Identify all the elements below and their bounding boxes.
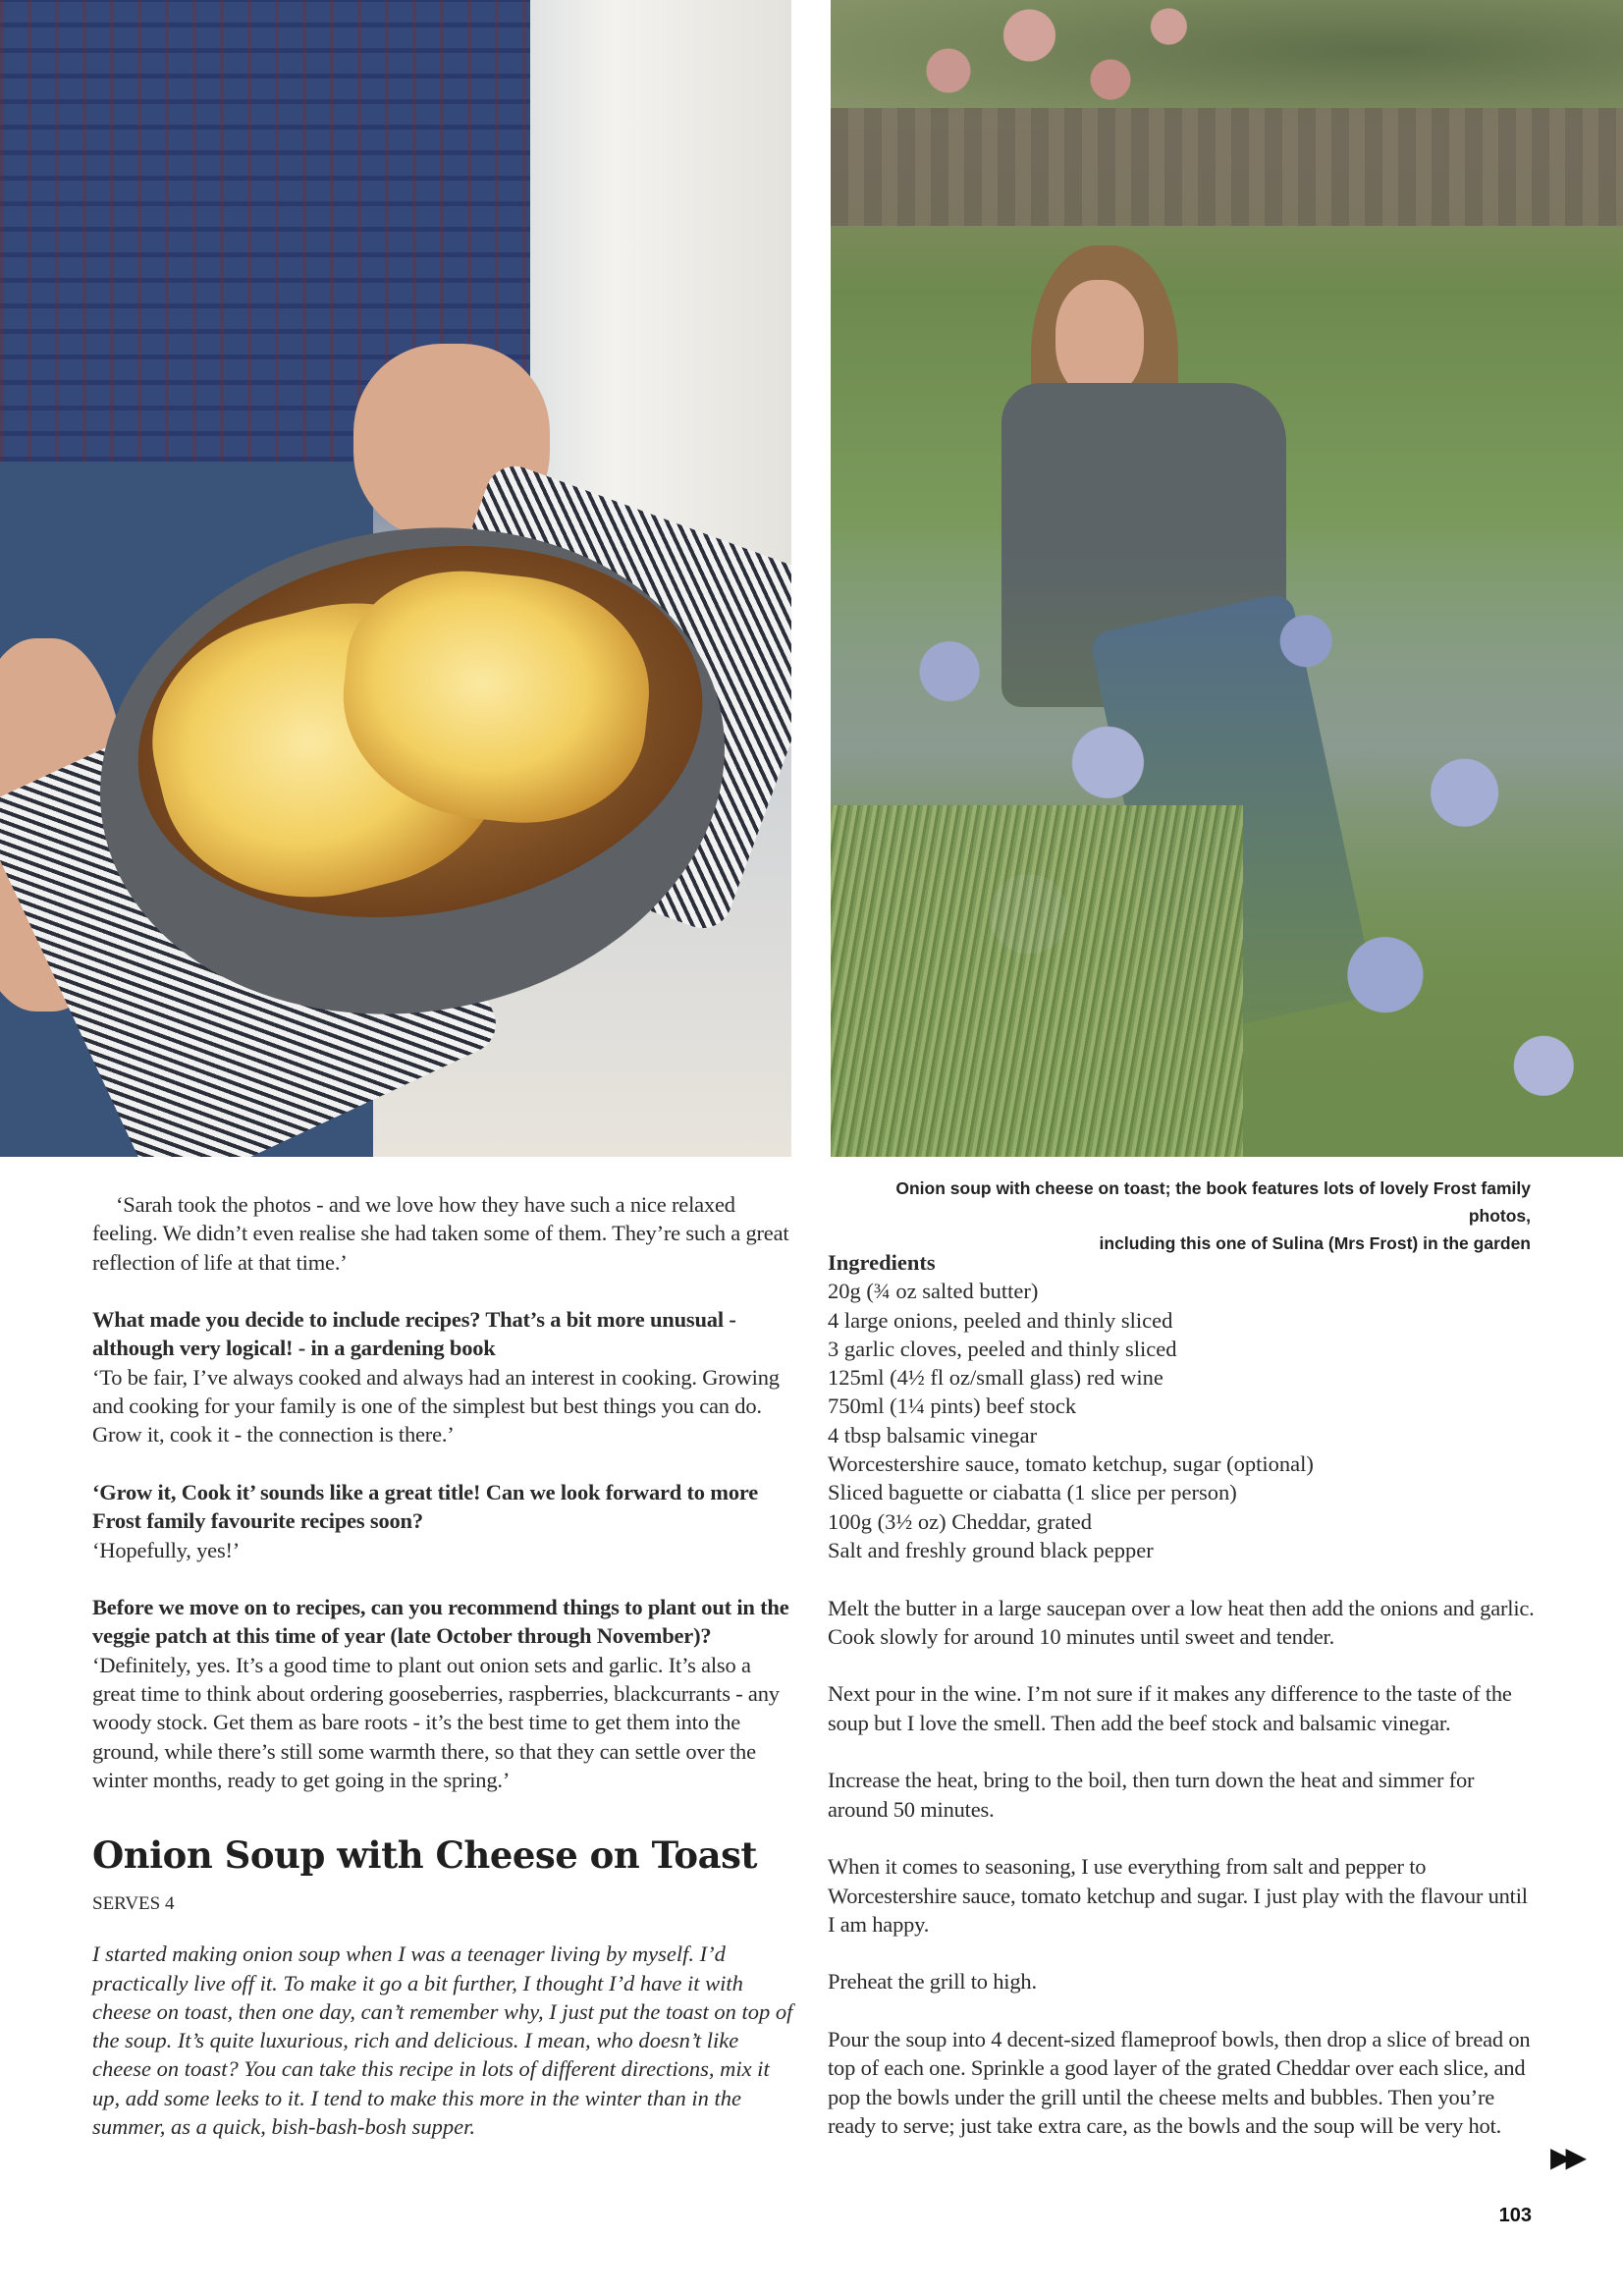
recipe-intro: I started making onion soup when I was a teenager living by myself. I’d practically live off it. To make it go a bit further, I thought I’d have it with cheese on toast, then one day, can’t remember why, I just put the toast on top of the soup. It’s quite luxurious, rich and delicious. I mean, who doesn’t like cheese on toast? You can take this recipe in lots of different directions, mix it up, add some leeks to it. I tend to make this more in the winter than in the summer, as a quick, bish-bash-bosh supper.: [92, 1941, 793, 2140]
interview-answer: ‘Definitely, yes. It’s a good time to plant out onion sets and garlic. It’s also a great time to think about ordering gooseberries, raspberries, blackcurrants - any woody stock. Get them as bare roots - it’s the best time to get them into the ground, while there’s still some warmth there, so that they can settle over the winter months, ready to get going in the spring.’: [92, 1652, 780, 1792]
ingredient-item: 750ml (1¼ pints) beef stock: [828, 1394, 1077, 1419]
method-step: Increase the heat, bring to the boil, then turn down the heat and simmer for around 50 minutes.: [828, 1768, 1475, 1822]
photo-caption: [831, 1175, 1531, 1257]
caption-line-1: Onion soup with cheese on toast; the book features lots of lovely Frost family photos,: [895, 1178, 1531, 1226]
interview-question: What made you decide to include recipes? That’s a bit more unusual - although very logical! - in a gardening book: [92, 1307, 736, 1361]
ingredient-item: 3 garlic cloves, peeled and thinly sliced: [828, 1336, 1177, 1361]
photo-onion-soup-bowl: [0, 0, 791, 1157]
ingredient-item: 125ml (4½ fl oz/small glass) red wine: [828, 1365, 1163, 1391]
interview-answer: ‘Hopefully, yes!’: [92, 1537, 241, 1562]
recipe-title: Onion Soup with Cheese on Toast: [92, 1833, 757, 1878]
interview-question: Before we move on to recipes, can you recommend things to plant out in the veggie patch at this time of year (late October through November)?: [92, 1595, 789, 1649]
method-step: Next pour in the wine. I’m not sure if it makes any difference to the taste of the soup but I love the smell. Then add the beef stock and balsamic vinegar.: [828, 1681, 1512, 1735]
ingredient-item: 100g (3½ oz) Cheddar, grated: [828, 1508, 1093, 1534]
interview-answer: ‘To be fair, I’ve always cooked and always had an interest in cooking. Growing and cooking for your family is one of the simplest but best things you can do. Grow it, cook it - the connection is there.’: [92, 1364, 780, 1448]
method-step: Pour the soup into 4 decent-sized flameproof bowls, then drop a slice of bread on top of each one. Sprinkle a good layer of the grated Cheddar over each slice, and pop the bowls under the grill until the cheese melts and bubbles. Then you’re ready to serve; just take extra care, as the bowls and the soup will be very hot.: [828, 2027, 1531, 2138]
right-column: [828, 1248, 1535, 2140]
recipe-serves: SERVES 4: [92, 1893, 175, 1915]
ingredient-item: 4 tbsp balsamic vinegar: [828, 1422, 1038, 1448]
caption-line-2: including this one of Sulina (Mrs Frost) in the garden: [1099, 1233, 1531, 1253]
ingredients-heading: Ingredients: [828, 1250, 936, 1275]
page-number: 103: [1498, 2205, 1532, 2226]
ingredients-list: [828, 1277, 1535, 1564]
ingredient-item: 20g (¾ oz salted butter): [828, 1279, 1039, 1304]
ingredient-item: 4 large onions, peeled and thinly sliced: [828, 1307, 1173, 1333]
method-step: Preheat the grill to high.: [828, 1969, 1037, 1995]
interview-answer: ‘Sarah took the photos - and we love how they have such a nice relaxed feeling. We didn’t even realise she had taken some of them. They’re such a great reflection of life at that time.’: [92, 1192, 789, 1275]
pink-flower-heads: [884, 0, 1208, 177]
ingredient-item: Worcestershire sauce, tomato ketchup, sugar (optional): [828, 1451, 1314, 1477]
double-arrow-right-icon: ▶▶: [1550, 2141, 1582, 2173]
method-step: When it comes to seasoning, I use everything from salt and pepper to Worcestershire sauce, tomato ketchup and sugar. I just play with the flavour until I am happy.: [828, 1854, 1528, 1937]
method-step: Melt the butter in a large saucepan over a low heat then add the onions and garlic. Cook slowly for around 10 minutes until sweet and tender.: [828, 1595, 1535, 1649]
interview-question: ‘Grow it, Cook it’ sounds like a great title! Can we look forward to more Frost family favourite recipes soon?: [92, 1479, 759, 1534]
left-column: [92, 1190, 799, 2141]
ornamental-grass: [831, 805, 1243, 1157]
ingredient-item: Salt and freshly ground black pepper: [828, 1537, 1154, 1562]
ingredient-item: Sliced baguette or ciabatta (1 slice per person): [828, 1480, 1237, 1505]
woman-face: [1055, 280, 1144, 398]
